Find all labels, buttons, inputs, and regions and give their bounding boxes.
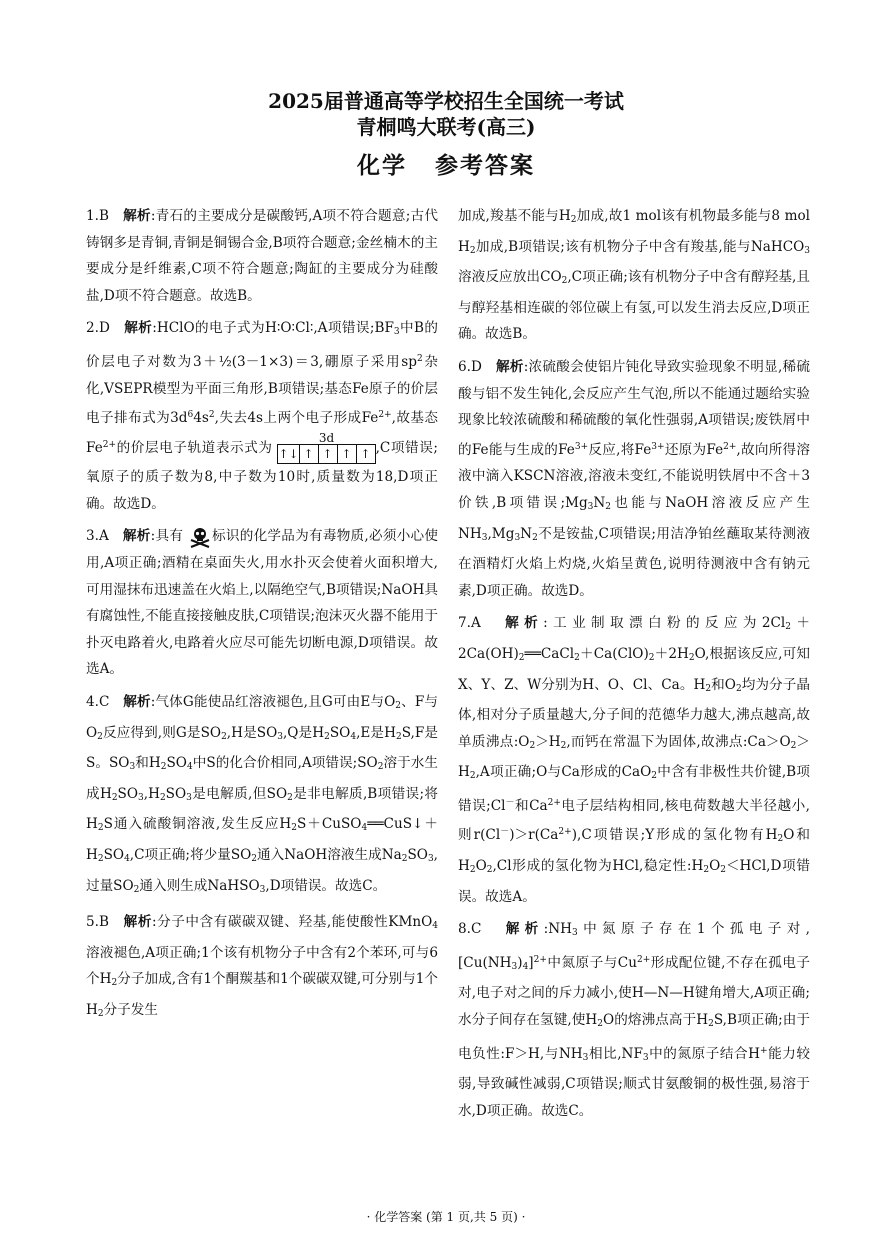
answer-q2-text-end: ,C项错误;氧原子的质子数为8,中子数为10时,质量数为18,D项正确。故选D。 <box>86 439 438 512</box>
answer-q5-cont: 加成,羧基不能与$H_2$加成,故1 mol该有机物最多能与8 mol $H_2$加成,B项错误;该有机物分子中含有羧基,能与NaHCO$_3$溶液反应放出$CO_2,C$项正确;该有机物分子中含有醇羟基,且与醇羟基相连碳的邻位碳上有氢,可以发生消去反应,D项正确。故选B。 <box>458 208 811 343</box>
answer-q2-text: 2.D 解析:HClO的电子式为H∶O∶Cl∶,A项错误$;BF_3$中B的价层电子对数为3＋½(3－1×3)＝3,硼原子采用$sp^2$杂化,VSEPR模型为平面三角形,B项错误;基态Fe原子的价层电子排布式为$3d^64s^2$,失去4s上两个电子形成$Fe^{2+}$,故基态$Fe^{2+}$的价层电子轨道表示式为 <box>86 320 439 456</box>
right-column <box>458 203 810 1130</box>
answer-q2 <box>86 315 438 517</box>
answer-q3-text-end: 标识的化学品为有毒物质,必须小心使用,A项正确;酒精在桌面失火,用水扑灭会使着火面积增大,可用湿抹布迅速盖在火焰上,以隔绝空气,B项错误;NaOH具有腐蚀性,不能直接接触皮肤,C项错误;泡沫灭火器不能用于扑灭电路着火,电路着火应尽可能先切断电源,D项错误。故选A。 <box>86 528 438 678</box>
answer-q4: 4.C 解析:气体G能使品红溶液褪色,且G可由E与$O_2$、F与$O_2$反应得到,则G是$SO_2,H$是$SO_3,Q$是$H_2SO_4,E$是$H_2S,F$是S。$SO_3$和$H_2SO_4$中S的化合价相同,A项错误$;SO_2$溶于水生成$H_2SO_3,H_2SO_3$是电解质,但$SO_2$是非电解质,B项错误;将$H_2S$通入硫酸铜溶液,发生反应$H_2S+CuSO_4══CuS↓+H_2SO_4,C$项正确;将少量$SO_2$通入NaOH溶液生成$Na_2SO_3$,过量$SO_2$通入则生成NaHSO$_3$,D项错误。故选C。 <box>86 694 439 895</box>
orbital-box-3: ↑ <box>337 445 356 464</box>
answer-q1: 1.B 解析:青石的主要成分是碳酸钙,A项不符合题意;古代铸钢多是青铜,青铜是铜锡合金,B项符合题意;金丝楠木的主要成分是纤维素,C项不符合题意;陶缸的主要成分为硅酸盐,D项不符合题意。故选B。 <box>86 208 439 304</box>
orbital-label: 3d <box>318 431 335 446</box>
orbital-diagram <box>277 432 375 464</box>
orbital-box-4: ↑ <box>356 445 375 464</box>
orbital-box-2: ↑ <box>318 445 337 464</box>
answer-q7: 7.A 解析:工业制取漂白粉的反应为$2Cl_2+2Ca(OH)_2══CaCl_2+Ca(ClO)_2+2H_2O$,根据该反应,可知X、Y、Z、W分别为H、O、Cl、Ca。$H_2$和$O_2$均为分子晶体,相对分子质量越大,分子间的范德华力越大,沸点越高,故单质沸点$:O_2>H_2$,而钙在常温下为固体,故沸点$:Ca>O_2>H_2,A$项正确;O与Ca形成的CaO$_2$中含有非极性共价键,B项错误;Cl－和$Ca^{2+}$电子层结构相同,核电荷数越大半径越小,则$r(Cl^-)>r(Ca^{2+}),C$项错误;Y形成的氢化物有$H_2O$和$H_2O_2,Cl$形成的氢化物为HCl,稳定性$:H_2O_2<HCl,D$项错误。故选A。 <box>458 615 810 905</box>
answer-q3-text: 3.A 解析:具有 <box>86 528 184 545</box>
exam-title: 2025届普通高等学校招生全国统一考试 <box>268 89 624 113</box>
exam-subtitle: 青桐鸣大联考(高三) <box>356 115 536 139</box>
answer-q8: 8.C 解析$:NH_3$中氮原子存在1个孤电子对$,[Cu(NH_3)_4]^{2+}$中氮原子与$Cu^{2+}$形成配位键,不存在孤电子对,电子对之间的斥力减小,使H—N—H键角增大,A项正确;水分子间存在氢键,使$H_2O$的熔沸点高于$H_2S,B$项正确;由于电负性:F＞H,与$NH_3$相比$,NF_3$中的氮原子结合H+能力较弱,导致碱性减弱,C项错误;顺式甘氨酸铜的极性强,易溶于水,D项正确。故选C。 <box>458 921 811 1119</box>
page-footer: · 化学答案 (第 1 页,共 5 页) · <box>366 1210 526 1224</box>
orbital-box-1: ↑ <box>299 445 318 464</box>
toxic-skull-icon <box>188 526 212 548</box>
answer-title <box>0 150 892 182</box>
answer-label: 参考答案 <box>435 152 535 179</box>
answer-q3 <box>86 523 438 683</box>
left-column <box>86 203 438 1034</box>
page-header <box>0 88 892 182</box>
subject-label: 化学 <box>357 152 407 179</box>
answer-q6: 6.D 解析:浓硫酸会使铝片钝化导致实验现象不明显,稀硫酸与铝不发生钝化,会反应产生气泡,所以不能通过题给实验现象比较浓硫酸和稀硫酸的氧化性强弱,A项错误;废铁屑中的Fe能与生成的$Fe^{3+}$反应,将$Fe^{3+}$还原为$Fe^{2+}$,故向所得溶液中滴入KSCN溶液,溶液未变红,不能说明铁屑中不含＋3价铁,B项错误$;Mg_3N_2$也能与NaOH溶液反应产生$NH_3,Mg_3N_2$不是铵盐,C项错误;用洁净铂丝蘸取某待测液在酒精灯火焰上灼烧,火焰呈黄色,说明待测液中含有钠元素,D项正确。故选D。 <box>458 358 811 599</box>
orbital-box-0: ↑↓ <box>278 445 299 464</box>
answer-q5: 5.B 解析:分子中含有碳碳双键、羟基,能使酸性KMnO$_4$溶液褪色,A项正确;1个该有机物分子中含有2个苯环,可与6个$H_2$分子加成,含有1个酮羰基和1个碳碳双键,可分别与1个$H_2$分子发生 <box>86 914 439 1019</box>
